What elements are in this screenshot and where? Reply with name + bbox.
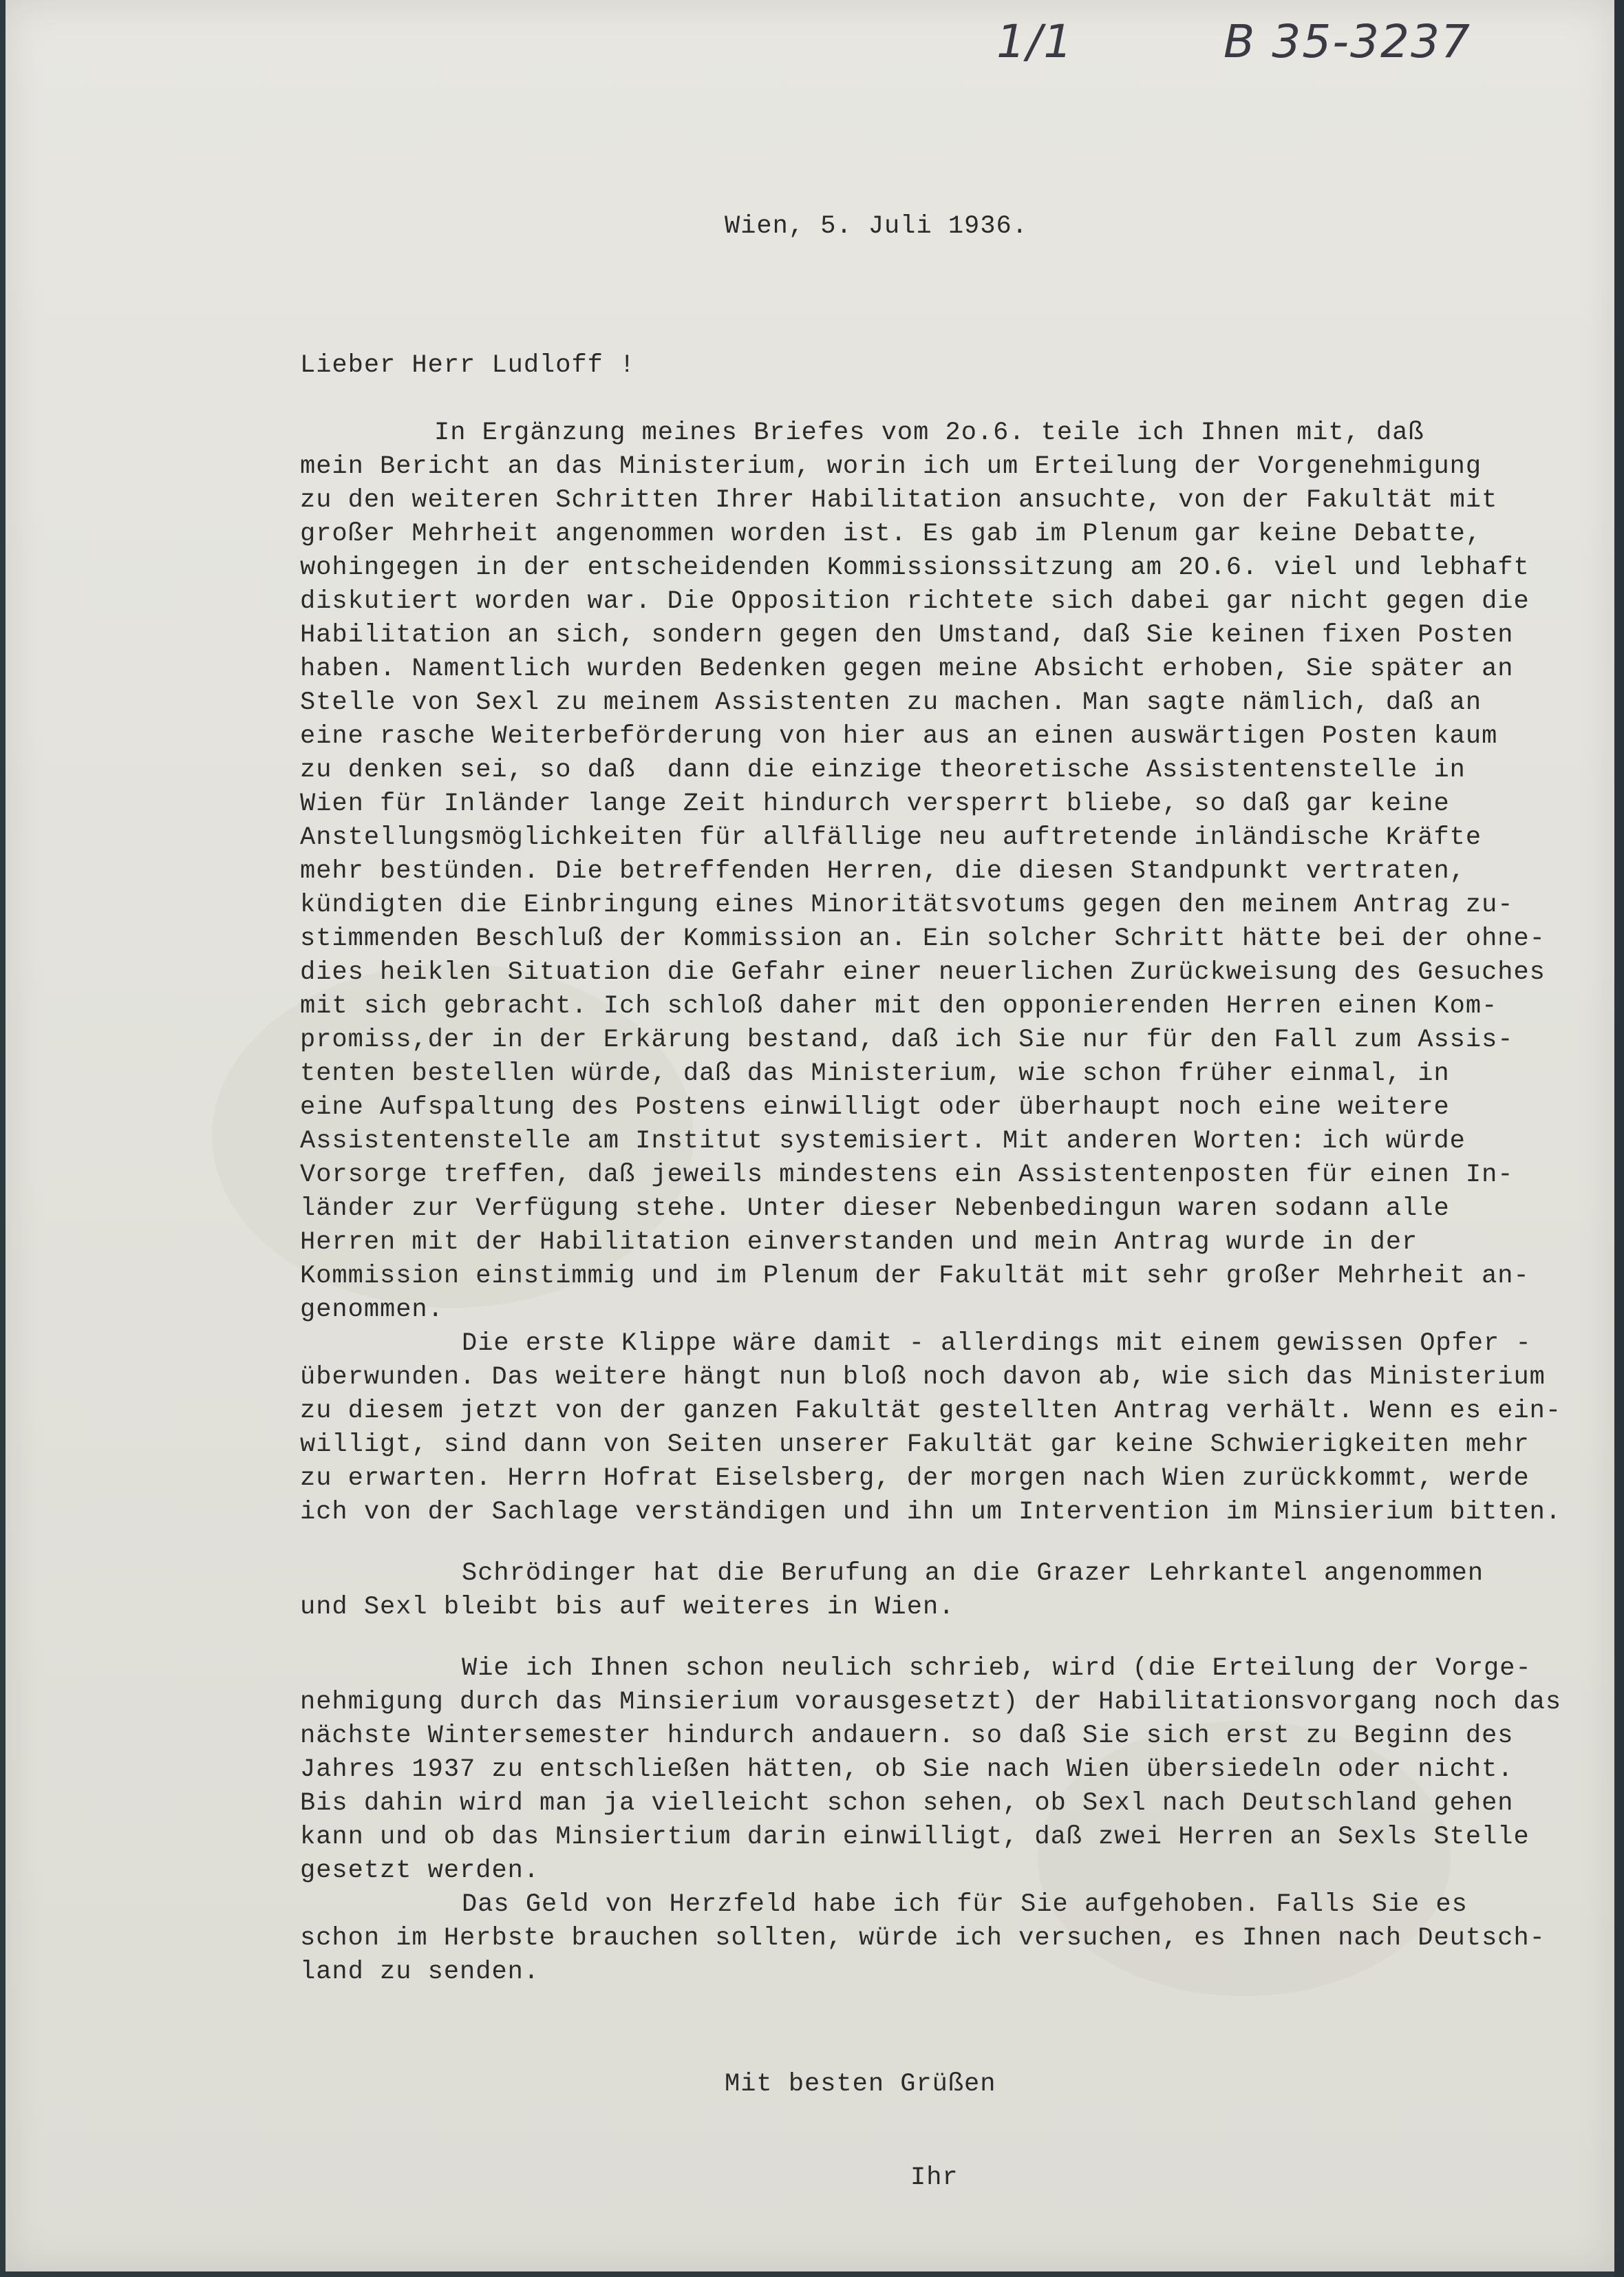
letter-line: Vorsorge treffen, daß jeweils mindestens ein Assistentenposten für einen In- bbox=[300, 1161, 1514, 1189]
letter-line: nächste Wintersemester hindurch andauern. so daß Sie sich erst zu Beginn des bbox=[300, 1722, 1514, 1750]
letter-line: genommen. bbox=[300, 1295, 444, 1324]
letter-line: großer Mehrheit angenommen worden ist. Es gab im Plenum gar keine Debatte, bbox=[300, 520, 1482, 549]
letter-closing bbox=[725, 2009, 996, 2254]
letter-line: überwunden. Das weitere hängt nun bloß noch davon ab, wie sich das Ministerium bbox=[300, 1363, 1546, 1392]
letter-line: länder zur Verfügung stehe. Unter dieser Nebenbedingun waren sodann alle bbox=[300, 1194, 1450, 1223]
letter-line: ich von der Sachlage verständigen und ihn um Intervention im Minsierium bitten. bbox=[300, 1498, 1562, 1527]
letter-line: eine Aufspaltung des Postens einwilligt oder überhaupt noch eine weitere bbox=[300, 1093, 1450, 1122]
letter-line: kann und ob das Minsiertium darin einwilligt, daß zwei Herren an Sexls Stelle bbox=[300, 1823, 1530, 1852]
letter-line: zu den weiteren Schritten Ihrer Habilitation ansuchte, von der Fakultät mit bbox=[300, 486, 1498, 515]
letter-line: land zu senden. bbox=[300, 1958, 540, 1987]
letter-line: mit sich gebracht. Ich schloß daher mit den opponierenden Herren einen Kom- bbox=[300, 992, 1498, 1021]
letter-line: dies heiklen Situation die Gefahr einer neuerlichen Zurückweisung des Gesuches bbox=[300, 958, 1546, 987]
letter-line: eine rasche Weiterbeförderung von hier aus an einen auswärtigen Posten kaum bbox=[300, 722, 1498, 751]
letter-line: Anstellungsmöglichkeiten für allfällige neu auftretende inländische Kräfte bbox=[300, 823, 1482, 852]
paragraph-gap bbox=[300, 1624, 1566, 1652]
scan-edge bbox=[1614, 0, 1624, 2277]
letter-line: Jahres 1937 zu entschließen hätten, ob Sie nach Wien übersiedeln oder nicht. bbox=[300, 1755, 1514, 1784]
handwritten-page-number: 1/1 bbox=[996, 15, 1074, 68]
letter-line: schon im Herbste brauchen sollten, würde ich versuchen, es Ihnen nach Deutsch- bbox=[300, 1924, 1546, 1953]
letter-line: promiss,der in der Erkärung bestand, daß ich Sie nur für den Fall zum Assis- bbox=[300, 1026, 1514, 1055]
letter-line: diskutiert worden war. Die Opposition richtete sich dabei gar nicht gegen die bbox=[300, 587, 1530, 616]
letter-line: Schrödinger hat die Berufung an die Grazer Lehrkantel angenommen bbox=[462, 1559, 1484, 1588]
letter-line: stimmenden Beschluß der Kommission an. Ein solcher Schritt hätte bei der ohne- bbox=[300, 924, 1546, 953]
letter-line: zu denken sei, so daß dann die einzige theoretische Assistentenstelle in bbox=[300, 756, 1466, 785]
letter-line: Wien für Inländer lange Zeit hindurch versperrt bliebe, so daß gar keine bbox=[300, 790, 1450, 818]
letter-line: und Sexl bleibt bis auf weiteres in Wien. bbox=[300, 1593, 955, 1622]
letter-line: kündigten die Einbringung eines Minoritätsvotums gegen den meinem Antrag zu- bbox=[300, 891, 1514, 920]
closing-signoff: Ihr bbox=[910, 2163, 959, 2192]
letter-line: zu diesem jetzt von der ganzen Fakultät gestellten Antrag verhält. Wenn es ein- bbox=[300, 1397, 1562, 1426]
letter-body bbox=[300, 416, 1566, 1989]
letter-line: haben. Namentlich wurden Bedenken gegen meine Absicht erhoben, Sie später an bbox=[300, 655, 1514, 684]
paragraph-gap bbox=[300, 1529, 1566, 1557]
letter-line: mehr bestünden. Die betreffenden Herren, die diesen Standpunkt vertraten, bbox=[300, 857, 1466, 886]
letter-line: gesetzt werden. bbox=[300, 1856, 540, 1885]
letter-line: willigt, sind dann von Seiten unserer Fakultät gar keine Schwierigkeiten mehr bbox=[300, 1430, 1530, 1459]
letter-line: zu erwarten. Herrn Hofrat Eiselsberg, der morgen nach Wien zurückkommt, werde bbox=[300, 1464, 1530, 1493]
letter-line: mein Bericht an das Ministerium, worin ich um Erteilung der Vorgenehmigung bbox=[300, 452, 1482, 481]
letter-line: Habilitation an sich, sondern gegen den Umstand, daß Sie keinen fixen Posten bbox=[300, 621, 1514, 650]
letter-salutation: Lieber Herr Ludloff ! bbox=[300, 351, 636, 380]
letter-line: Bis dahin wird man ja vielleicht schon sehen, ob Sexl nach Deutschland gehen bbox=[300, 1789, 1514, 1818]
letter-line: tenten bestellen würde, daß das Ministerium, wie schon früher einmal, in bbox=[300, 1059, 1450, 1088]
letter-line: In Ergänzung meines Briefes vom 2o.6. teile ich Ihnen mit, daß bbox=[434, 419, 1424, 447]
letter-line: Das Geld von Herzfeld habe ich für Sie aufgehoben. Falls Sie es bbox=[462, 1890, 1468, 1919]
letter-page bbox=[6, 0, 1616, 2271]
letter-line: nehmigung durch das Minsierium vorausgesetzt) der Habilitationsvorgang noch das bbox=[300, 1688, 1562, 1717]
letter-line: Stelle von Sexl zu meinem Assistenten zu machen. Man sagte nämlich, daß an bbox=[300, 688, 1482, 717]
letter-date: Wien, 5. Juli 1936. bbox=[725, 212, 1028, 241]
letter-line: wohingegen in der entscheidenden Kommissionssitzung am 2O.6. viel und lebhaft bbox=[300, 553, 1530, 582]
handwritten-archive-id: B 35-3237 bbox=[1224, 15, 1472, 68]
letter-line: Die erste Klippe wäre damit - allerdings mit einem gewissen Opfer - bbox=[462, 1329, 1532, 1358]
letter-line: Assistentenstelle am Institut systemisiert. Mit anderen Worten: ich würde bbox=[300, 1127, 1466, 1156]
letter-line: Herren mit der Habilitation einverstanden und mein Antrag wurde in der bbox=[300, 1228, 1418, 1257]
letter-line: Kommission einstimmig und im Plenum der Fakultät mit sehr großer Mehrheit an- bbox=[300, 1262, 1530, 1291]
closing-greeting: Mit besten Grüßen bbox=[725, 2070, 996, 2099]
letter-line: Wie ich Ihnen schon neulich schrieb, wird (die Erteilung der Vorge- bbox=[462, 1654, 1532, 1683]
